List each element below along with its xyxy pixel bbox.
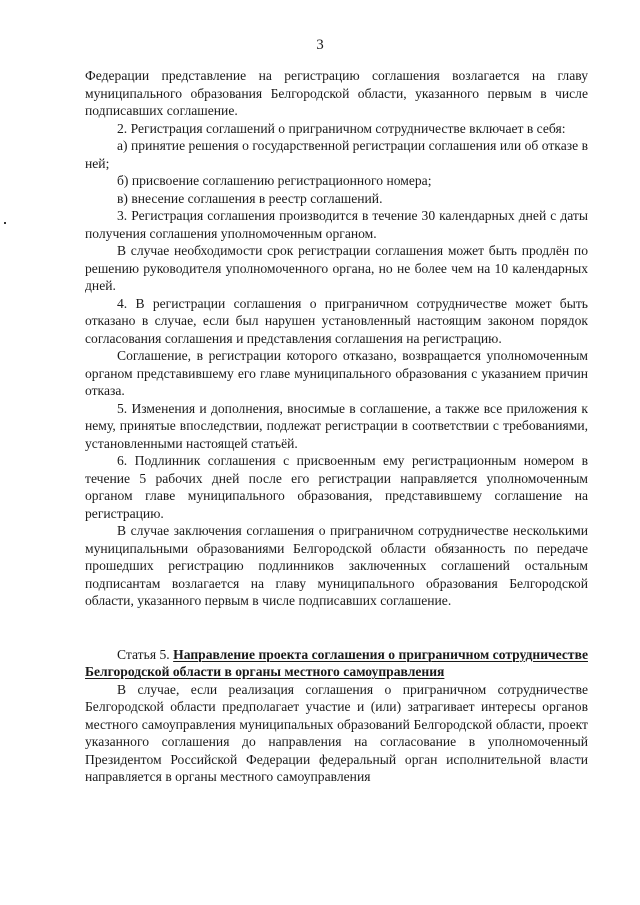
paragraph: В случае необходимости срок регистрации соглашения может быть продлён по решению руководителя уполномоченного органа, но не более чем на 10 календарных дней. (85, 243, 588, 293)
paragraph: В случае заключения соглашения о приграничном сотрудничестве несколькими муниципальными образованиями Белгородской области обязанность по передаче прошедших регистрацию подлинников заключенных соглашений остальным подписантам возлагается на главу муниципального образования Белгородской области, указанного первым в числе подписавших соглашение. (85, 523, 588, 608)
paragraph: 2. Регистрация соглашений о приграничном сотрудничестве включает в себя: (117, 120, 566, 136)
paragraph: 5. Изменения и дополнения, вносимые в соглашение, а также все приложения к нему, принятые впоследствии, подлежат регистрации в соответствии с требованиями, установленными настоящей статьёй. (85, 400, 588, 451)
paragraph: 3. Регистрация соглашения производится в течение 30 календарных дней с даты получения соглашения уполномоченным органом. (85, 208, 588, 241)
paragraph: 4. В регистрации соглашения о приграничном сотрудничестве может быть отказано в случае, если был нарушен установленный настоящим законом порядок согласования соглашения и представления соглашения на регистрацию. (85, 295, 588, 346)
paragraph: б) присвоение соглашению регистрационного номера; (117, 173, 432, 188)
article-title: Направление проекта соглашения о приграничном сотрудничестве Белгородской области в органы местного самоуправления (85, 646, 588, 679)
page-number: 3 (316, 37, 324, 53)
article-heading (85, 646, 588, 681)
article-label: Статья 5. (117, 646, 170, 662)
margin-mark (4, 222, 6, 224)
paragraph: Федерации представление на регистрацию соглашения возлагается на главу муниципального образования Белгородской области, указанного первым в числе подписавших соглашение. (85, 68, 588, 118)
section-spacer (85, 610, 588, 646)
paragraph: а) принятие решения о государственной регистрации соглашения или об отказе в ней; (85, 138, 588, 171)
paragraph: в) внесение соглашения в реестр соглашений. (117, 190, 383, 206)
paragraph: В случае, если реализация соглашения о приграничном сотрудничестве Белгородской области предполагает участие и (или) затрагивает интересы органов местного самоуправления муниципальных образований Белгородской области, проект указанного соглашения до направления на согласование в уполномоченный Президентом Российской Федерации федеральный орган исполнительной власти направляется в органы местного самоуправления (85, 681, 588, 784)
document-body (85, 67, 588, 786)
paragraph: 6. Подлинник соглашения с присвоенным ему регистрационным номером в течение 5 рабочих дней после его регистрации направляется уполномоченным органом главе муниципального образования, представившему соглашение на регистрацию. (85, 453, 588, 521)
paragraph: Соглашение, в регистрации которого отказано, возвращается уполномоченным органом представившему его главе муниципального образования с указанием причин отказа. (85, 348, 588, 398)
